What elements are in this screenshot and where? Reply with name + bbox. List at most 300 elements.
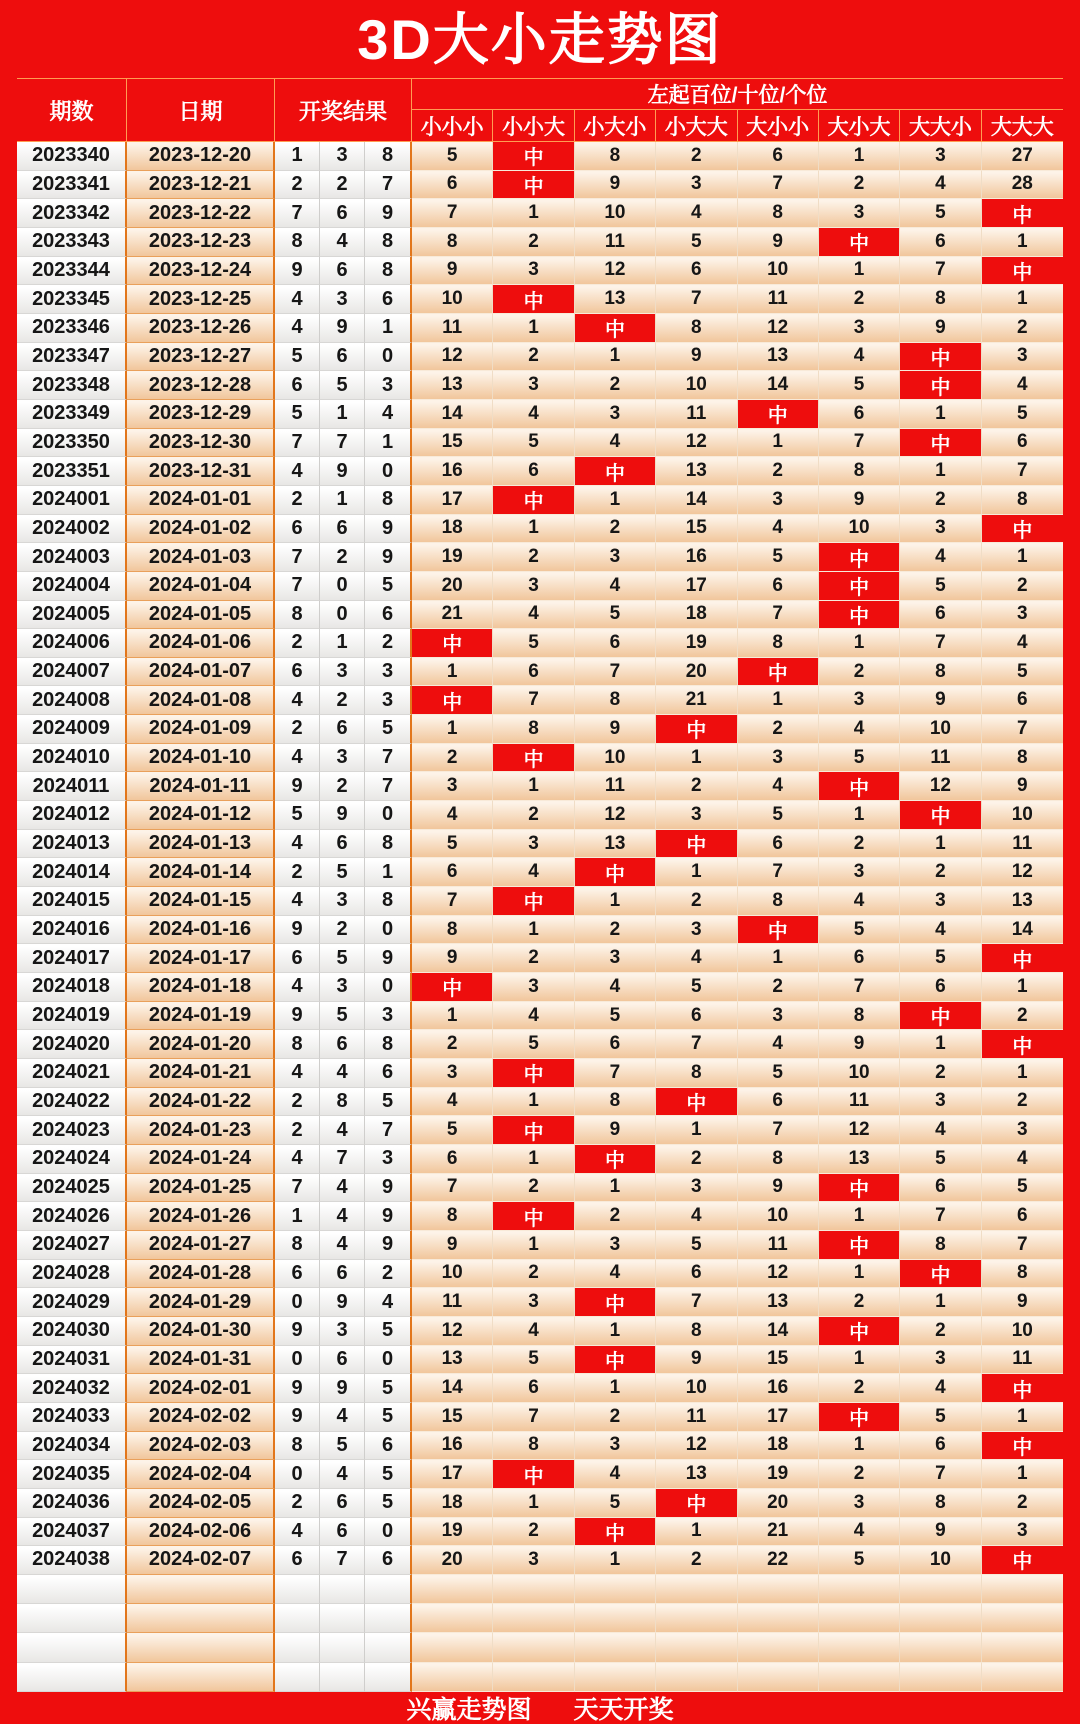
count-cell: 1 bbox=[493, 199, 574, 228]
result-digit-units: 2 bbox=[365, 629, 412, 658]
result-digit-units: 7 bbox=[365, 772, 412, 801]
count-cell bbox=[982, 1604, 1063, 1633]
count-cell: 1 bbox=[900, 830, 981, 859]
count-cell: 2 bbox=[493, 543, 574, 572]
count-cell bbox=[575, 1604, 656, 1633]
result-digit-units: 5 bbox=[365, 715, 412, 744]
count-cell: 10 bbox=[738, 257, 819, 286]
count-cell: 6 bbox=[738, 142, 819, 171]
result-digit-hundreds: 6 bbox=[275, 1260, 320, 1289]
result-digit-units: 6 bbox=[365, 1546, 412, 1575]
footer-bar bbox=[0, 1692, 1080, 1724]
count-cell: 6 bbox=[900, 601, 981, 630]
result-digit-tens: 4 bbox=[320, 1116, 365, 1145]
count-cell: 13 bbox=[982, 887, 1063, 916]
result-digit-units: 1 bbox=[365, 429, 412, 458]
count-cell: 9 bbox=[575, 171, 656, 200]
count-cell bbox=[493, 1633, 574, 1662]
result-digit-hundreds: 9 bbox=[275, 1002, 320, 1031]
header-sbb: 小大大 bbox=[656, 110, 737, 142]
period-cell: 2024006 bbox=[17, 629, 127, 658]
result-digit-units bbox=[365, 1604, 412, 1633]
count-cell: 2 bbox=[819, 1374, 900, 1403]
count-cell: 4 bbox=[982, 1145, 1063, 1174]
result-digit-units: 4 bbox=[365, 400, 412, 429]
count-cell: 2 bbox=[982, 1088, 1063, 1117]
result-digit-tens: 0 bbox=[320, 601, 365, 630]
count-cell: 中 bbox=[412, 629, 493, 658]
count-cell: 21 bbox=[656, 686, 737, 715]
count-cell: 6 bbox=[656, 1002, 737, 1031]
date-cell: 2024-01-19 bbox=[127, 1002, 275, 1031]
count-cell: 9 bbox=[819, 486, 900, 515]
date-cell: 2024-01-10 bbox=[127, 744, 275, 773]
result-digit-hundreds: 4 bbox=[275, 1059, 320, 1088]
count-cell: 6 bbox=[412, 1145, 493, 1174]
period-cell: 2024023 bbox=[17, 1116, 127, 1145]
footer-brand: 兴赢走势图 bbox=[406, 1696, 532, 1724]
date-cell: 2024-01-15 bbox=[127, 887, 275, 916]
empty-table-row bbox=[17, 1663, 1063, 1692]
result-digit-units: 0 bbox=[365, 457, 412, 486]
result-digit-hundreds: 0 bbox=[275, 1288, 320, 1317]
count-cell: 8 bbox=[412, 228, 493, 257]
result-digit-units: 9 bbox=[365, 1231, 412, 1260]
count-cell: 5 bbox=[900, 944, 981, 973]
count-cell: 9 bbox=[900, 1518, 981, 1547]
count-cell: 12 bbox=[412, 1317, 493, 1346]
count-cell: 7 bbox=[656, 1288, 737, 1317]
count-cell: 4 bbox=[900, 543, 981, 572]
result-digit-tens: 9 bbox=[320, 457, 365, 486]
count-cell: 1 bbox=[819, 257, 900, 286]
count-cell: 9 bbox=[412, 1231, 493, 1260]
result-digit-units: 6 bbox=[365, 285, 412, 314]
count-cell: 4 bbox=[412, 1088, 493, 1117]
count-cell bbox=[656, 1604, 737, 1633]
count-cell: 17 bbox=[738, 1403, 819, 1432]
count-cell: 1 bbox=[493, 1231, 574, 1260]
date-cell: 2023-12-30 bbox=[127, 429, 275, 458]
count-cell: 4 bbox=[412, 801, 493, 830]
count-cell bbox=[493, 1575, 574, 1604]
result-digit-hundreds bbox=[275, 1575, 320, 1604]
count-cell: 2 bbox=[493, 228, 574, 257]
period-cell: 2024010 bbox=[17, 744, 127, 773]
count-cell: 17 bbox=[412, 486, 493, 515]
date-cell: 2024-02-05 bbox=[127, 1489, 275, 1518]
count-cell: 2 bbox=[575, 1403, 656, 1432]
result-digit-hundreds: 4 bbox=[275, 830, 320, 859]
count-cell: 10 bbox=[819, 1059, 900, 1088]
count-cell bbox=[982, 1633, 1063, 1662]
count-cell: 中 bbox=[819, 543, 900, 572]
result-digit-hundreds: 4 bbox=[275, 314, 320, 343]
count-cell: 11 bbox=[819, 1088, 900, 1117]
header-position-group bbox=[412, 78, 1063, 142]
period-cell: 2023341 bbox=[17, 171, 127, 200]
count-cell: 3 bbox=[493, 973, 574, 1002]
count-cell: 2 bbox=[900, 486, 981, 515]
period-cell: 2024001 bbox=[17, 486, 127, 515]
result-digit-hundreds: 7 bbox=[275, 1174, 320, 1203]
count-cell: 9 bbox=[900, 314, 981, 343]
count-cell: 2 bbox=[656, 1145, 737, 1174]
count-cell: 中 bbox=[900, 371, 981, 400]
period-cell: 2023343 bbox=[17, 228, 127, 257]
count-cell bbox=[575, 1633, 656, 1662]
count-cell: 2 bbox=[819, 1288, 900, 1317]
count-cell: 中 bbox=[900, 1002, 981, 1031]
count-cell: 6 bbox=[493, 1374, 574, 1403]
count-cell: 5 bbox=[738, 801, 819, 830]
count-cell: 3 bbox=[900, 887, 981, 916]
result-digit-tens: 6 bbox=[320, 830, 365, 859]
count-cell bbox=[738, 1633, 819, 1662]
count-cell: 6 bbox=[982, 1202, 1063, 1231]
count-cell: 中 bbox=[493, 1202, 574, 1231]
result-digit-units: 5 bbox=[365, 1460, 412, 1489]
date-cell: 2024-01-14 bbox=[127, 858, 275, 887]
count-cell: 3 bbox=[819, 858, 900, 887]
count-cell bbox=[412, 1604, 493, 1633]
result-digit-units bbox=[365, 1663, 412, 1692]
table-row bbox=[17, 1002, 1063, 1031]
count-cell bbox=[819, 1604, 900, 1633]
count-cell: 18 bbox=[738, 1432, 819, 1461]
header-draw-result: 开奖结果 bbox=[275, 78, 412, 142]
result-digit-hundreds: 9 bbox=[275, 772, 320, 801]
count-cell: 20 bbox=[738, 1489, 819, 1518]
count-cell: 3 bbox=[493, 257, 574, 286]
count-cell: 6 bbox=[819, 400, 900, 429]
period-cell: 2024019 bbox=[17, 1002, 127, 1031]
period-cell: 2024038 bbox=[17, 1546, 127, 1575]
count-cell: 12 bbox=[575, 257, 656, 286]
table-row bbox=[17, 801, 1063, 830]
count-cell: 中 bbox=[575, 858, 656, 887]
result-digit-tens: 1 bbox=[320, 400, 365, 429]
table-row bbox=[17, 1518, 1063, 1547]
count-cell: 2 bbox=[819, 285, 900, 314]
count-cell: 3 bbox=[819, 686, 900, 715]
period-cell: 2024029 bbox=[17, 1288, 127, 1317]
count-cell: 8 bbox=[982, 486, 1063, 515]
date-cell: 2023-12-23 bbox=[127, 228, 275, 257]
count-cell: 14 bbox=[412, 400, 493, 429]
count-cell: 5 bbox=[900, 199, 981, 228]
count-cell: 中 bbox=[656, 715, 737, 744]
period-cell: 2023347 bbox=[17, 343, 127, 372]
result-digit-tens: 2 bbox=[320, 772, 365, 801]
date-cell: 2024-01-12 bbox=[127, 801, 275, 830]
count-cell: 6 bbox=[900, 1432, 981, 1461]
count-cell: 中 bbox=[493, 1059, 574, 1088]
count-cell bbox=[656, 1575, 737, 1604]
date-cell: 2024-01-03 bbox=[127, 543, 275, 572]
count-cell: 3 bbox=[575, 1231, 656, 1260]
count-cell: 1 bbox=[982, 973, 1063, 1002]
count-cell bbox=[738, 1575, 819, 1604]
count-cell: 9 bbox=[819, 1030, 900, 1059]
count-cell: 2 bbox=[493, 1174, 574, 1203]
result-digit-tens: 1 bbox=[320, 486, 365, 515]
count-cell: 8 bbox=[493, 1432, 574, 1461]
page-title: 3D大小走势图 bbox=[357, 8, 723, 71]
table-row bbox=[17, 686, 1063, 715]
result-digit-hundreds: 4 bbox=[275, 744, 320, 773]
date-cell: 2024-01-18 bbox=[127, 973, 275, 1002]
result-digit-tens: 6 bbox=[320, 1260, 365, 1289]
count-cell: 中 bbox=[493, 1116, 574, 1145]
count-cell: 6 bbox=[575, 1030, 656, 1059]
count-cell: 1 bbox=[900, 1030, 981, 1059]
count-cell: 中 bbox=[493, 744, 574, 773]
count-cell: 2 bbox=[493, 801, 574, 830]
table-row bbox=[17, 400, 1063, 429]
result-digit-hundreds: 5 bbox=[275, 343, 320, 372]
count-cell: 1 bbox=[982, 543, 1063, 572]
count-cell: 1 bbox=[412, 1002, 493, 1031]
result-digit-units: 7 bbox=[365, 1116, 412, 1145]
count-cell: 3 bbox=[493, 830, 574, 859]
count-cell: 5 bbox=[656, 1231, 737, 1260]
table-row bbox=[17, 1202, 1063, 1231]
count-cell: 9 bbox=[982, 1288, 1063, 1317]
count-cell: 4 bbox=[493, 1317, 574, 1346]
result-digit-units: 0 bbox=[365, 343, 412, 372]
count-cell: 2 bbox=[982, 572, 1063, 601]
result-digit-hundreds: 2 bbox=[275, 1489, 320, 1518]
count-cell bbox=[656, 1633, 737, 1662]
count-cell: 中 bbox=[412, 973, 493, 1002]
result-digit-units: 8 bbox=[365, 887, 412, 916]
count-cell: 4 bbox=[982, 371, 1063, 400]
header-bss: 大小小 bbox=[738, 110, 819, 142]
result-digit-hundreds: 7 bbox=[275, 199, 320, 228]
count-cell: 5 bbox=[982, 400, 1063, 429]
count-cell: 2 bbox=[982, 1002, 1063, 1031]
result-digit-hundreds: 4 bbox=[275, 887, 320, 916]
result-digit-tens: 5 bbox=[320, 858, 365, 887]
date-cell: 2024-01-06 bbox=[127, 629, 275, 658]
date-cell: 2023-12-26 bbox=[127, 314, 275, 343]
result-digit-tens: 5 bbox=[320, 1002, 365, 1031]
result-digit-units: 4 bbox=[365, 1288, 412, 1317]
count-cell: 3 bbox=[900, 515, 981, 544]
count-cell: 11 bbox=[575, 228, 656, 257]
table-row bbox=[17, 629, 1063, 658]
count-cell: 8 bbox=[412, 916, 493, 945]
count-cell bbox=[900, 1663, 981, 1692]
date-cell: 2024-02-02 bbox=[127, 1403, 275, 1432]
count-cell: 中 bbox=[982, 944, 1063, 973]
count-cell: 6 bbox=[982, 686, 1063, 715]
header-bsb: 大小大 bbox=[819, 110, 900, 142]
count-cell: 2 bbox=[412, 744, 493, 773]
count-cell: 2 bbox=[575, 371, 656, 400]
count-cell: 中 bbox=[982, 515, 1063, 544]
count-cell: 1 bbox=[656, 1116, 737, 1145]
date-cell: 2023-12-21 bbox=[127, 171, 275, 200]
count-cell: 中 bbox=[575, 1145, 656, 1174]
count-cell: 8 bbox=[900, 1489, 981, 1518]
table-header bbox=[17, 78, 1063, 142]
count-cell: 9 bbox=[412, 257, 493, 286]
count-cell: 9 bbox=[900, 686, 981, 715]
table-row bbox=[17, 1317, 1063, 1346]
count-cell: 中 bbox=[982, 1030, 1063, 1059]
result-digit-units: 0 bbox=[365, 973, 412, 1002]
result-digit-units: 8 bbox=[365, 228, 412, 257]
result-digit-hundreds: 2 bbox=[275, 858, 320, 887]
count-cell: 7 bbox=[493, 686, 574, 715]
count-cell: 4 bbox=[575, 973, 656, 1002]
result-digit-hundreds: 8 bbox=[275, 1432, 320, 1461]
count-cell: 8 bbox=[982, 1260, 1063, 1289]
count-cell: 9 bbox=[982, 772, 1063, 801]
count-cell: 4 bbox=[738, 1030, 819, 1059]
count-cell: 2 bbox=[900, 1317, 981, 1346]
result-digit-units: 9 bbox=[365, 1202, 412, 1231]
count-cell: 15 bbox=[738, 1346, 819, 1375]
count-cell: 11 bbox=[738, 285, 819, 314]
result-digit-tens: 4 bbox=[320, 1460, 365, 1489]
count-cell: 7 bbox=[656, 285, 737, 314]
count-cell: 3 bbox=[656, 801, 737, 830]
count-cell: 中 bbox=[493, 1460, 574, 1489]
count-cell: 1 bbox=[982, 1059, 1063, 1088]
count-cell: 10 bbox=[656, 1374, 737, 1403]
count-cell: 中 bbox=[575, 1346, 656, 1375]
count-cell: 10 bbox=[656, 371, 737, 400]
period-cell: 2024008 bbox=[17, 686, 127, 715]
period-cell: 2024021 bbox=[17, 1059, 127, 1088]
count-cell: 5 bbox=[982, 1174, 1063, 1203]
result-digit-hundreds bbox=[275, 1604, 320, 1633]
count-cell: 2 bbox=[656, 142, 737, 171]
count-cell: 1 bbox=[819, 1432, 900, 1461]
count-cell: 1 bbox=[738, 944, 819, 973]
result-digit-tens bbox=[320, 1663, 365, 1692]
count-cell: 2 bbox=[493, 1518, 574, 1547]
count-cell bbox=[493, 1604, 574, 1633]
count-cell: 7 bbox=[412, 199, 493, 228]
result-digit-tens: 4 bbox=[320, 1059, 365, 1088]
table-row bbox=[17, 142, 1063, 171]
period-cell: 2024027 bbox=[17, 1231, 127, 1260]
count-cell: 8 bbox=[819, 457, 900, 486]
result-digit-tens: 3 bbox=[320, 658, 365, 687]
count-cell: 中 bbox=[900, 429, 981, 458]
date-cell: 2024-01-04 bbox=[127, 572, 275, 601]
count-cell: 1 bbox=[575, 1546, 656, 1575]
count-cell: 8 bbox=[738, 1145, 819, 1174]
count-cell: 6 bbox=[982, 429, 1063, 458]
count-cell: 1 bbox=[738, 429, 819, 458]
count-cell: 3 bbox=[493, 572, 574, 601]
date-cell: 2023-12-28 bbox=[127, 371, 275, 400]
period-cell: 2024033 bbox=[17, 1403, 127, 1432]
count-cell: 9 bbox=[412, 944, 493, 973]
count-cell: 中 bbox=[819, 1317, 900, 1346]
table-row bbox=[17, 371, 1063, 400]
count-cell: 1 bbox=[575, 887, 656, 916]
table-row bbox=[17, 858, 1063, 887]
period-cell: 2024003 bbox=[17, 543, 127, 572]
result-digit-tens: 9 bbox=[320, 314, 365, 343]
table-body bbox=[17, 142, 1063, 1692]
result-digit-hundreds bbox=[275, 1663, 320, 1692]
count-cell: 1 bbox=[900, 400, 981, 429]
table-row bbox=[17, 1489, 1063, 1518]
count-cell: 1 bbox=[819, 1346, 900, 1375]
count-cell: 3 bbox=[575, 543, 656, 572]
count-cell: 5 bbox=[493, 1346, 574, 1375]
count-cell: 1 bbox=[493, 314, 574, 343]
count-cell: 4 bbox=[656, 944, 737, 973]
header-sss: 小小小 bbox=[412, 110, 493, 142]
count-cell: 2 bbox=[738, 457, 819, 486]
count-cell: 7 bbox=[656, 1030, 737, 1059]
count-cell: 2 bbox=[819, 1460, 900, 1489]
count-cell: 20 bbox=[412, 1546, 493, 1575]
result-digit-hundreds: 6 bbox=[275, 371, 320, 400]
empty-table-row bbox=[17, 1604, 1063, 1633]
table-row bbox=[17, 228, 1063, 257]
count-cell: 3 bbox=[900, 1088, 981, 1117]
count-cell: 7 bbox=[900, 257, 981, 286]
count-cell: 1 bbox=[982, 1403, 1063, 1432]
count-cell: 4 bbox=[575, 1260, 656, 1289]
period-cell: 2023351 bbox=[17, 457, 127, 486]
result-digit-hundreds: 4 bbox=[275, 973, 320, 1002]
count-cell: 27 bbox=[982, 142, 1063, 171]
count-cell: 2 bbox=[575, 1202, 656, 1231]
count-cell: 4 bbox=[493, 1002, 574, 1031]
count-cell: 7 bbox=[900, 1202, 981, 1231]
count-cell: 5 bbox=[656, 228, 737, 257]
count-cell bbox=[738, 1604, 819, 1633]
result-digit-hundreds: 5 bbox=[275, 400, 320, 429]
count-cell: 2 bbox=[493, 343, 574, 372]
result-digit-hundreds: 6 bbox=[275, 515, 320, 544]
period-cell: 2024005 bbox=[17, 601, 127, 630]
table-row bbox=[17, 1403, 1063, 1432]
count-cell: 8 bbox=[656, 1317, 737, 1346]
result-digit-tens: 7 bbox=[320, 1145, 365, 1174]
result-digit-hundreds: 7 bbox=[275, 572, 320, 601]
result-digit-units: 8 bbox=[365, 142, 412, 171]
count-cell bbox=[900, 1575, 981, 1604]
result-digit-hundreds: 8 bbox=[275, 1030, 320, 1059]
count-cell: 中 bbox=[493, 887, 574, 916]
count-cell: 中 bbox=[738, 400, 819, 429]
count-cell: 3 bbox=[656, 171, 737, 200]
count-cell: 16 bbox=[656, 543, 737, 572]
result-digit-hundreds bbox=[275, 1633, 320, 1662]
period-cell: 2024024 bbox=[17, 1145, 127, 1174]
date-cell bbox=[127, 1575, 275, 1604]
count-cell: 19 bbox=[412, 543, 493, 572]
date-cell: 2024-01-11 bbox=[127, 772, 275, 801]
result-digit-tens: 6 bbox=[320, 1030, 365, 1059]
header-date: 日期 bbox=[127, 78, 275, 142]
count-cell: 11 bbox=[412, 314, 493, 343]
result-digit-tens: 9 bbox=[320, 1374, 365, 1403]
count-cell: 7 bbox=[819, 429, 900, 458]
count-cell: 7 bbox=[575, 658, 656, 687]
